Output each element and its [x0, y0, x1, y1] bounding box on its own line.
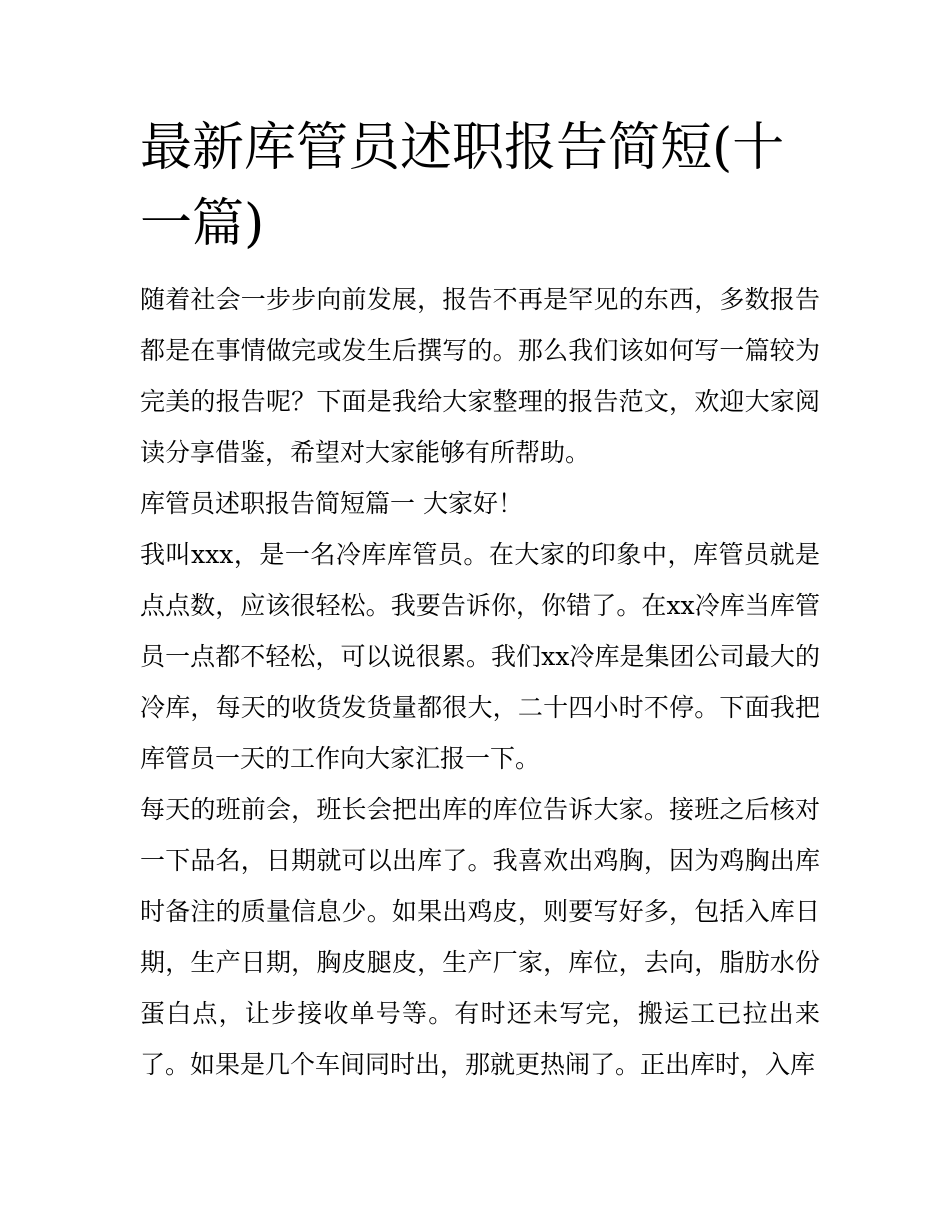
paragraph-intro: 随着社会一步步向前发展，报告不再是罕见的东西，多数报告都是在事情做完或发生后撰写的。那么我们该如何写一篇较为完美的报告呢？下面是我给大家整理的报告范文，欢迎大家阅读分享借鉴，希望对大家能够有所帮助。	[140, 285, 820, 467]
paragraph-section-heading: 库管员述职报告简短篇一 大家好！	[140, 489, 523, 518]
document-title: 最新库管员述职报告简短(十一篇)	[140, 118, 785, 254]
document-body	[140, 274, 820, 1090]
paragraph-self-intro: 我叫xxx，是一名冷库库管员。在大家的印象中，库管员就是点点数，应该很轻松。我要告诉你，你错了。在xx冷库当库管员一点都不轻松，可以说很累。我们xx冷库是集团公司最大的冷库，每天的收货发货量都很大，二十四小时不停。下面我把库管员一天的工作向大家汇报一下。	[140, 540, 820, 773]
paragraph-daily-work: 每天的班前会，班长会把出库的库位告诉大家。接班之后核对一下品名，日期就可以出库了。我喜欢出鸡胸，因为鸡胸出库时备注的质量信息少。如果出鸡皮，则要写好多，包括入库日期，生产日期，胸皮腿皮，生产厂家，库位，去向，脂肪水份蛋白点，让步接收单号等。有时还未写完，搬运工已拉出来了。如果是几个车间同时出，那就更热闹了。正出库时，入库	[140, 795, 820, 1079]
